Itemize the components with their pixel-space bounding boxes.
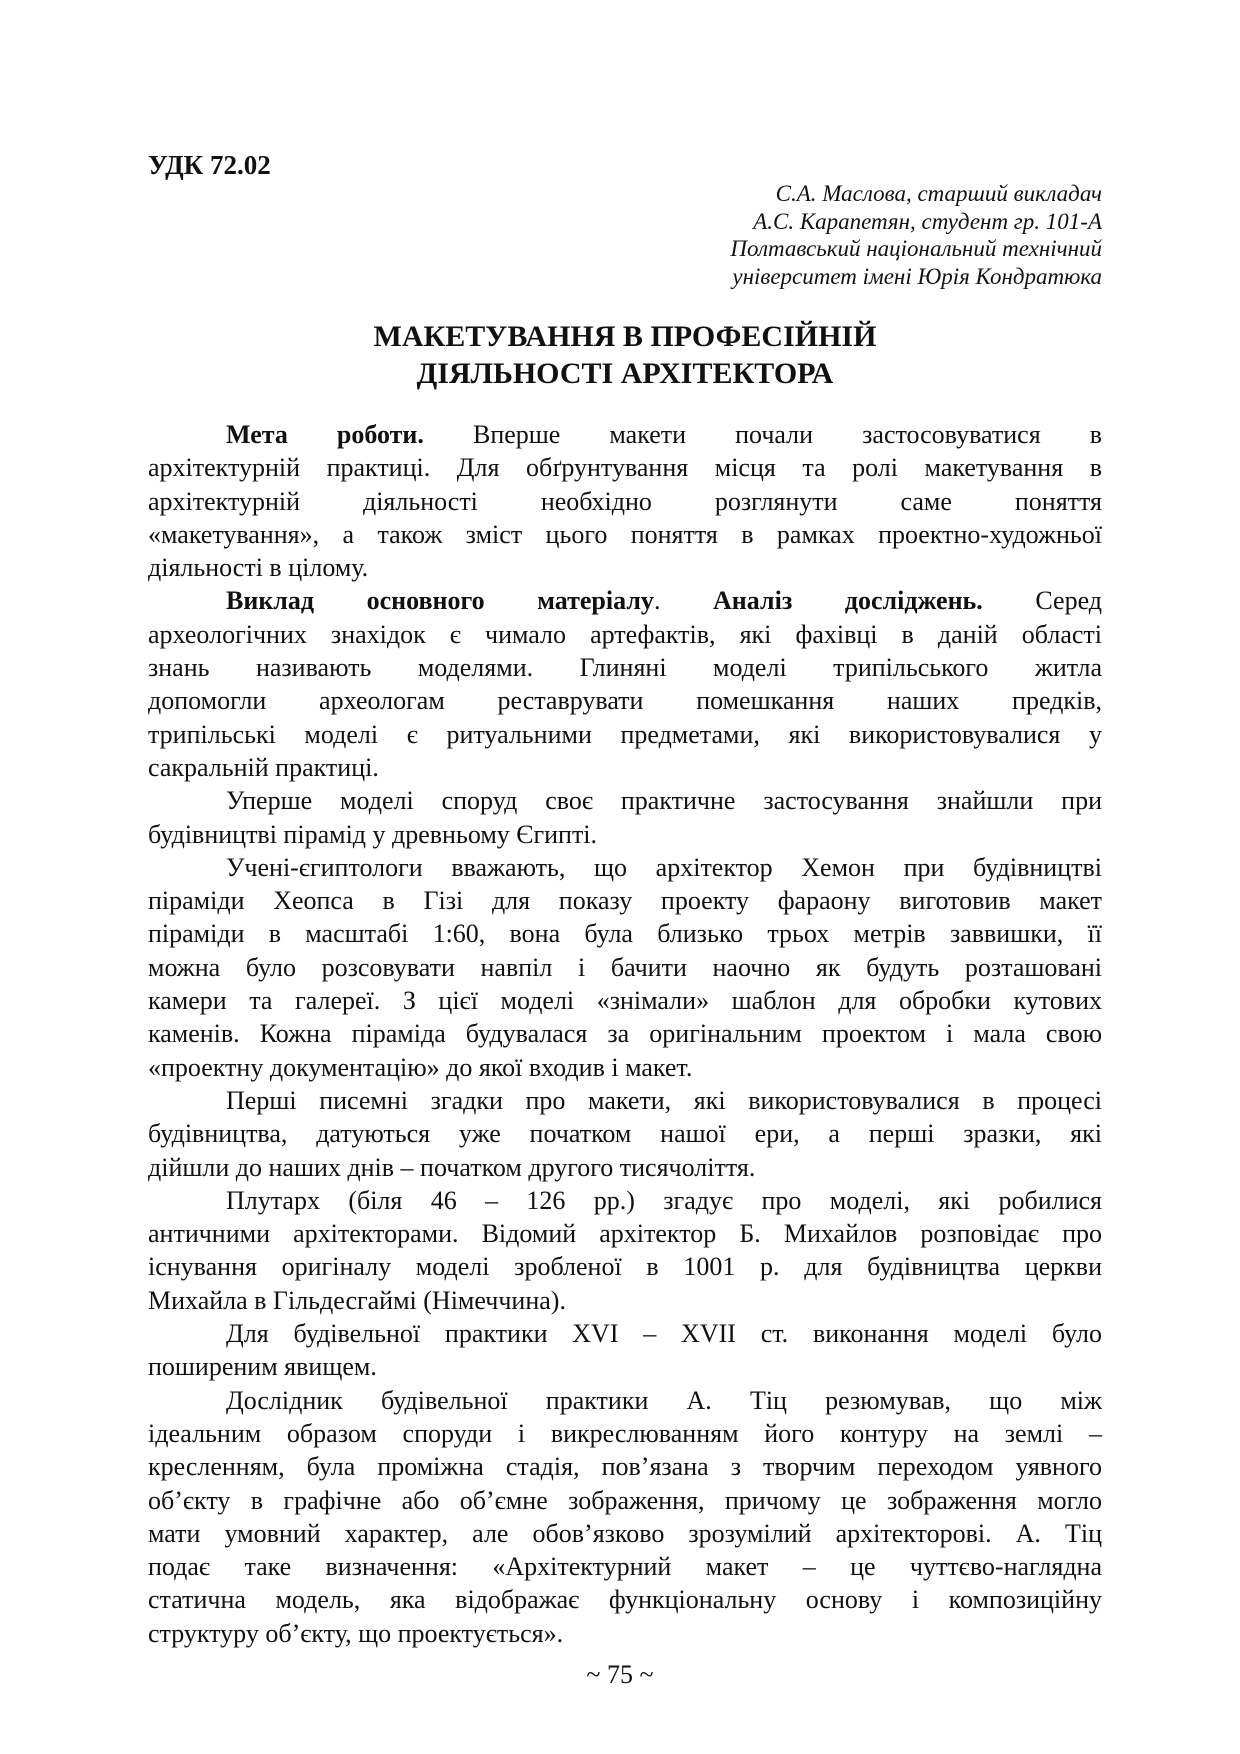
- text-line: археологічних знахідок є чимало артефактів, які фахівці в даній області: [148, 619, 1102, 649]
- paragraph: [148, 1184, 1102, 1317]
- title-line-1: МАКЕТУВАННЯ В ПРОФЕСІЙНІЙ: [373, 320, 877, 353]
- text-line: Для будівельної практики XVI – XVII ст. виконання моделі було: [226, 1319, 1102, 1349]
- text-line: античними архітекторами. Відомий архітектор Б. Михайлов розповідає про: [148, 1219, 1102, 1249]
- affiliation-line-1: Полтавський національний технічний: [730, 236, 1102, 261]
- text-line: мати умовний характер, але обов’язково зрозумілий архітекторові. А. Тіц: [148, 1518, 1102, 1548]
- text-line: архітектурній діяльності необхідно розглянути саме поняття: [148, 486, 1102, 516]
- text-line: об’єкту в графічне або об’ємне зображення, причому це зображення могло: [148, 1485, 1102, 1515]
- text-segment: Серед: [982, 586, 1103, 616]
- text-line: Учені-єгиптологи вважають, що архітектор Хемон при будівництві: [226, 852, 1102, 882]
- text-line: Михайла в Гільдесгаймі (Німеччина).: [148, 1285, 566, 1315]
- text-line: Дослідник будівельної практики А. Тіц резюмував, що між: [226, 1385, 1102, 1415]
- affiliation-line-2: університет імені Юрія Кондратюка: [732, 263, 1102, 289]
- title-line-2: ДІЯЛЬНОСТІ АРХІТЕКТОРА: [416, 357, 834, 390]
- paragraph: [148, 1317, 1102, 1384]
- text-line: будівництві пірамід у древньому Єгипті.: [148, 819, 598, 849]
- text-line: поширеним явищем.: [148, 1352, 377, 1382]
- author-1: С.А. Маслова, старший викладач: [775, 181, 1102, 206]
- paragraph: [148, 418, 1102, 584]
- text-line: «макетування», а також зміст цього поняття в рамках проектно-художньої: [148, 519, 1102, 549]
- text-line: дійшли до наших днів – початком другого тисячоліття.: [148, 1152, 756, 1182]
- article-title: [148, 318, 1102, 392]
- text-line: піраміди в масштабі 1:60, вона була близько трьох метрів заввишки, її: [148, 919, 1102, 949]
- text-line: діяльності в цілому.: [148, 553, 369, 583]
- text-segment: .: [653, 586, 714, 616]
- text-segment: Вперше макети почали застосовуватися в: [423, 420, 1102, 449]
- text-line: допомогли археологам реставрувати помешкання наших предків,: [148, 686, 1102, 716]
- paragraph: [148, 1084, 1102, 1184]
- text-line: каменів. Кожна піраміда будувалася за оригінальним проектом і мала свою: [148, 1019, 1102, 1049]
- text-line: існування оригіналу моделі зробленої в 1001 р. для будівництва церкви: [148, 1252, 1102, 1282]
- text-line: «проектну документацію» до якої входив і макет.: [148, 1052, 693, 1082]
- text-line: можна було розсовувати навпіл і бачити наочно як будуть розташовані: [148, 952, 1102, 982]
- text-line: архітектурній практиці. Для обґрунтування місця та ролі макетування в: [148, 453, 1102, 483]
- bold-heading: Аналіз досліджень.: [713, 586, 983, 616]
- paragraph: [148, 851, 1102, 1084]
- text-line: Перші писемні згадки про макети, які використовувалися в процесі: [226, 1085, 1102, 1115]
- text-line: сакральній практиці.: [148, 752, 379, 782]
- text-line: будівництва, датуються уже початком нашої ери, а перші зразки, які: [148, 1119, 1102, 1149]
- bold-heading: Виклад основного матеріалу: [226, 586, 654, 616]
- text-line: трипільські моделі є ритуальними предметами, які використовувалися у: [148, 719, 1102, 749]
- text-line: ідеальним образом споруди і викреслюванням його контуру на землі –: [148, 1418, 1102, 1448]
- text-line: знань називають моделями. Глиняні моделі трипільського житла: [148, 653, 1102, 683]
- text-line: подає таке визначення: «Архітектурний макет – це чуттєво-наглядна: [148, 1552, 1102, 1582]
- text-line: Плутарх (біля 46 – 126 рр.) згадує про моделі, які робилися: [226, 1185, 1102, 1215]
- text-line: структуру об’єкту, що проектується».: [148, 1618, 564, 1648]
- article-body: [148, 418, 1102, 1650]
- udk-code: УДК 72.02: [148, 150, 271, 180]
- page-number: ~ 75 ~: [586, 1660, 654, 1689]
- paragraph: [148, 584, 1102, 784]
- text-line: [148, 584, 1102, 617]
- text-line: Уперше моделі споруд своє практичне застосування знайшли при: [226, 786, 1102, 816]
- text-line: кресленням, була проміжна стадія, пов’язана з творчим переходом уявного: [148, 1452, 1102, 1482]
- author-block: [730, 180, 1102, 290]
- paragraph: [148, 784, 1102, 851]
- text-line: [148, 418, 1102, 451]
- text-line: піраміди Хеопса в Гізі для показу проекту фараону виготовив макет: [148, 886, 1102, 916]
- bold-heading: Мета роботи.: [226, 420, 424, 449]
- paragraph: [148, 1384, 1102, 1650]
- text-line: статична модель, яка відображає функціональну основу і композиційну: [148, 1585, 1102, 1615]
- author-2: А.С. Карапетян, студент гр. 101-А: [753, 208, 1102, 234]
- text-line: камери та галереї. З цієї моделі «знімали» шаблон для обробки кутових: [148, 986, 1102, 1016]
